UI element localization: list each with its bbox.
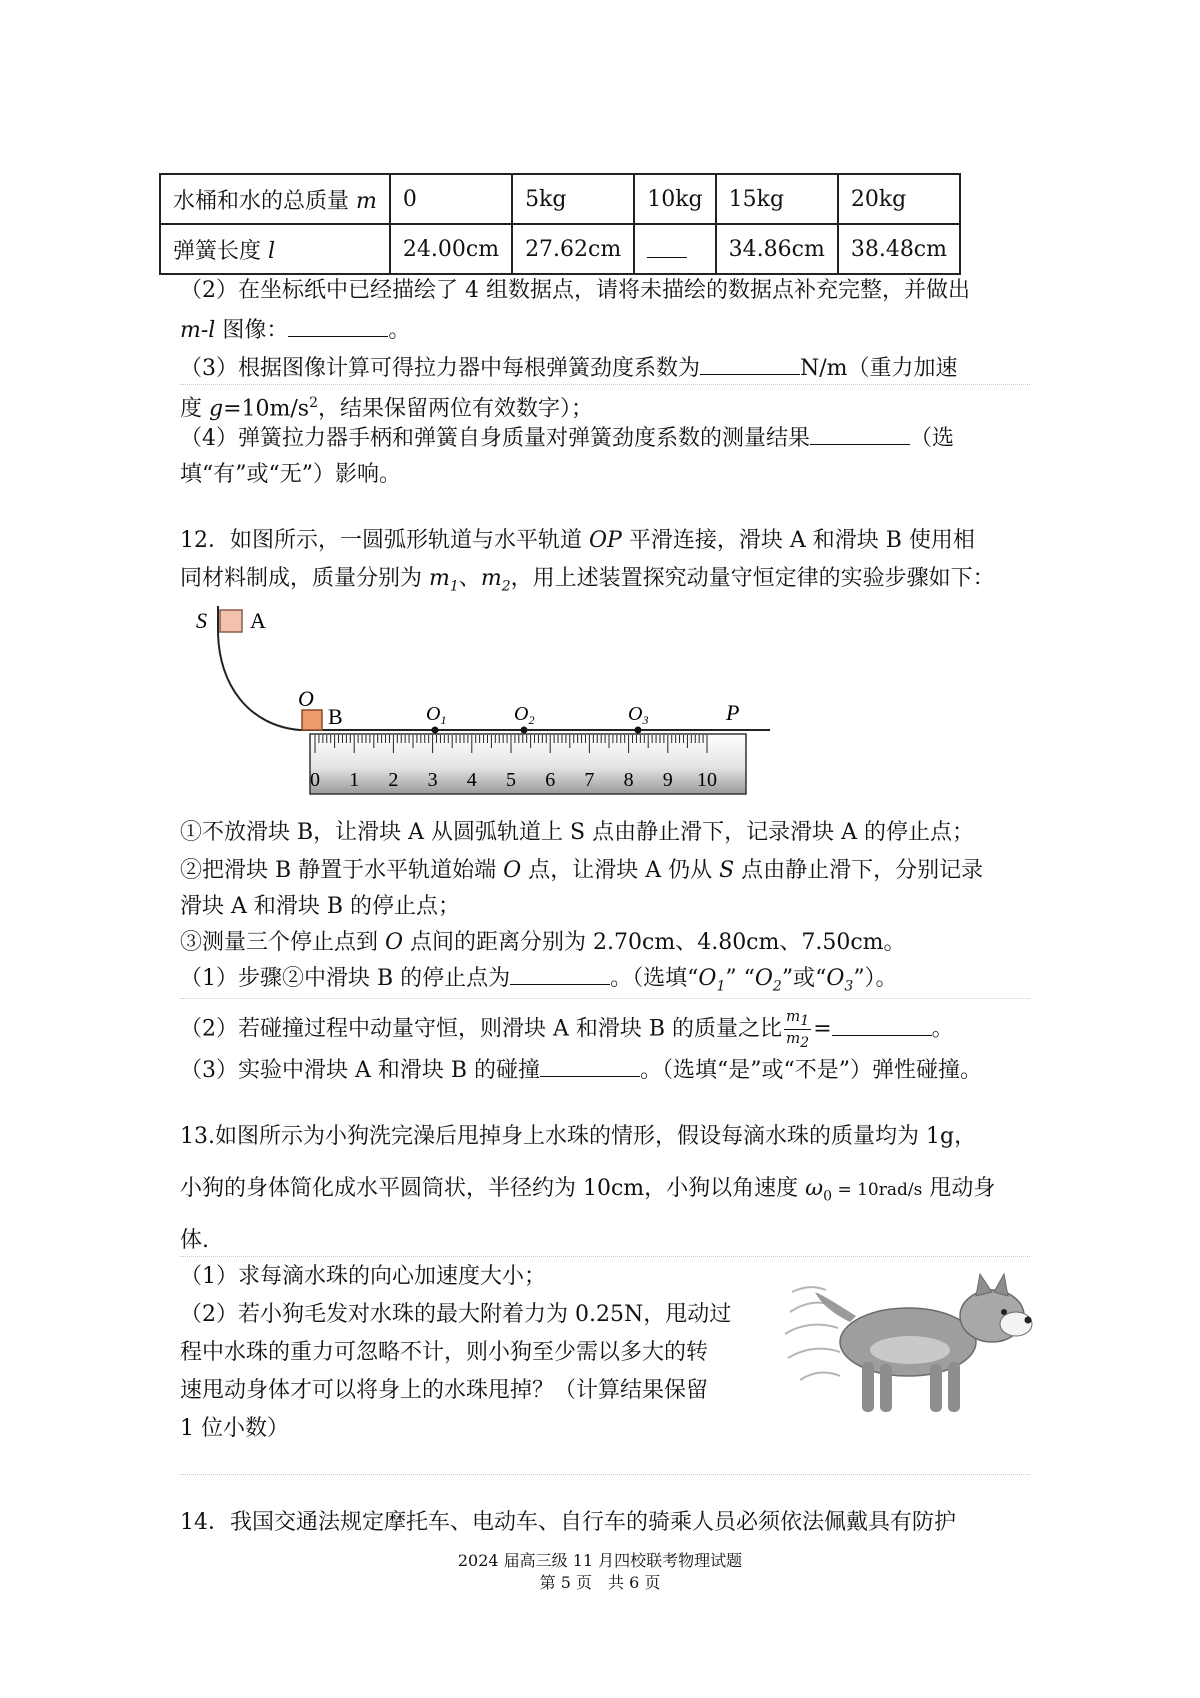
divider <box>180 1256 1030 1257</box>
mass-ratio-fraction: $\frac{m_1}{m_2}$ <box>786 1007 810 1051</box>
track-ruler-figure <box>190 596 780 800</box>
q13-part2-line4: 1 位小数） <box>180 1416 289 1441</box>
curved-track <box>218 606 770 730</box>
answer-blank[interactable] <box>832 1013 932 1036</box>
q12-intro-line2: 同材料制成，质量分别为 $m_1$、$m_2$，用上述装置探究动量守恒定律的实验步骤如下： <box>180 566 995 595</box>
footer-title: 2024 届高三级 11 月四校联考物理试题 <box>457 1551 743 1570</box>
label-S: S <box>196 608 207 633</box>
answer-blank[interactable] <box>700 352 800 375</box>
wet-dog-illustration <box>780 1272 1040 1422</box>
table-cell: 15kg <box>716 174 838 224</box>
ruler-label: 0 <box>310 769 320 791</box>
label-A: A <box>250 608 266 633</box>
leg <box>862 1362 874 1412</box>
point-O1 <box>432 727 439 734</box>
ruler-label: 6 <box>545 769 556 791</box>
block-B <box>302 710 322 730</box>
ear <box>994 1274 1008 1296</box>
table-cell: 34.86cm <box>716 224 838 274</box>
divider <box>180 998 1030 999</box>
ruler-label: 1 <box>349 769 360 791</box>
q13-line1: 13.如图所示为小狗洗完澡后甩掉身上水珠的情形，假设每滴水珠的质量均为 1g， <box>180 1124 977 1149</box>
footer-page-number: 第 5 页 共 6 页 <box>539 1573 661 1592</box>
data-table <box>159 173 961 275</box>
answer-blank[interactable] <box>510 962 610 985</box>
q11-part2-line2: m-l 图像： 。 <box>180 314 410 346</box>
table-cell: 5kg <box>512 174 634 224</box>
table-header-mass: 水桶和水的总质量 m <box>160 174 390 224</box>
point-O2 <box>521 727 528 734</box>
table-row <box>160 224 960 274</box>
q11-part4-line2: 填“有”或“无”）影响。 <box>180 462 401 487</box>
q12-step3: ③测量三个停止点到 O 点间的距离分别为 2.70cm、4.80cm、7.50cm。 <box>180 930 906 955</box>
ruler <box>310 734 746 794</box>
table-cell: 38.48cm <box>838 224 960 274</box>
table-cell: 0 <box>390 174 512 224</box>
ruler-label: 7 <box>584 769 595 791</box>
answer-blank[interactable] <box>288 314 388 337</box>
label-O3: $O_3$ <box>628 703 649 727</box>
table-row <box>160 174 960 224</box>
eye <box>1001 1309 1007 1315</box>
q13-part1: （1）求每滴水珠的向心加速度大小； <box>180 1264 546 1289</box>
point-O3 <box>635 727 642 734</box>
label-P: P <box>726 700 740 725</box>
table-cell: 10kg <box>634 174 715 224</box>
ruler-label: 4 <box>466 769 477 791</box>
ruler-label: 2 <box>388 769 399 791</box>
q13-line2: 小狗的身体简化成水平圆筒状，半径约为 10cm，小狗以角速度 $\omega_0 = 10rad/s$ 甩动身 <box>180 1176 996 1205</box>
block-A <box>220 610 242 632</box>
answer-blank[interactable] <box>810 422 910 445</box>
leg <box>880 1364 892 1412</box>
nose <box>1025 1317 1032 1324</box>
ruler-label: 3 <box>427 769 438 791</box>
q12-step1: ①不放滑块 B，让滑块 A 从圆弧轨道上 S 点由静止滑下，记录滑块 A 的停止点； <box>180 820 974 845</box>
q14-line1: 14．我国交通法规定摩托车、电动车、自行车的骑乘人员必须依法佩戴具有防护 <box>180 1510 956 1535</box>
q13-part2-line3: 速甩动身体才可以将身上的水珠甩掉？（计算结果保留 <box>180 1378 709 1403</box>
ruler-label: 8 <box>623 769 634 791</box>
table-cell: 24.00cm <box>390 224 512 274</box>
label-B: B <box>328 704 343 729</box>
label-O1: $O_1$ <box>426 703 447 727</box>
q13-part2-line2: 程中水珠的重力可忽略不计，则小狗至少需以多大的转 <box>180 1340 709 1365</box>
q12-intro-line1: 12．如图所示，一圆弧形轨道与水平轨道 OP 平滑连接，滑块 A 和滑块 B 使用相 <box>180 528 975 553</box>
table-cell: 27.62cm <box>512 224 634 274</box>
q12-step2-line1: ②把滑块 B 静置于水平轨道始端 O 点，让滑块 A 仍从 S 点由静止滑下，分别记录 <box>180 858 984 883</box>
table-cell: 20kg <box>838 174 960 224</box>
snout <box>1000 1312 1032 1336</box>
ruler-label: 5 <box>506 769 516 791</box>
q13-line3: 体. <box>180 1228 209 1253</box>
q11-part3-line1: （3）根据图像计算可得拉力器中每根弹簧劲度系数为 N/m（重力加速 <box>180 352 958 384</box>
label-O: O <box>298 686 314 711</box>
ear <box>976 1274 992 1296</box>
divider <box>180 384 1030 385</box>
ruler-label: 9 <box>662 769 673 791</box>
belly <box>870 1336 950 1364</box>
q11-part3-line2: 度 $g=10m/s^2$，结果保留两位有效数字）； <box>180 395 594 422</box>
divider <box>180 1474 1030 1475</box>
q12-part3: （3）实验中滑块 A 和滑块 B 的碰撞 。（选填“是”或“不是”）弹性碰撞。 <box>180 1054 982 1086</box>
leg <box>930 1364 942 1412</box>
ruler-label: 10 <box>697 769 717 791</box>
q12-part1: （1）步骤②中滑块 B 的停止点为 。（选填“$O_1$” “$O_2$”或“$O_3$”）。 <box>180 962 898 1001</box>
q13-part2-line1: （2）若小狗毛发对水珠的最大附着力为 0.25N，甩动过 <box>180 1302 732 1327</box>
q12-part2: （2）若碰撞过程中动量守恒，则滑块 A 和滑块 B 的质量之比 $\frac{m_1}{m_2}$ = 。 <box>180 1007 954 1051</box>
q11-part4-line1: （4）弹簧拉力器手柄和弹簧自身质量对弹簧劲度系数的测量结果 （选 <box>180 422 954 454</box>
leg <box>948 1362 960 1412</box>
tail <box>815 1292 856 1322</box>
table-header-length: 弹簧长度 l <box>160 224 390 274</box>
answer-blank[interactable] <box>540 1054 640 1077</box>
label-O2: $O_2$ <box>514 703 535 727</box>
q12-step2-line2: 滑块 A 和滑块 B 的停止点； <box>180 894 461 919</box>
q11-part2-line1: （2）在坐标纸中已经描绘了 4 组数据点，请将未描绘的数据点补充完整，并做出 <box>180 278 970 303</box>
table-cell-blank[interactable] <box>634 224 715 274</box>
